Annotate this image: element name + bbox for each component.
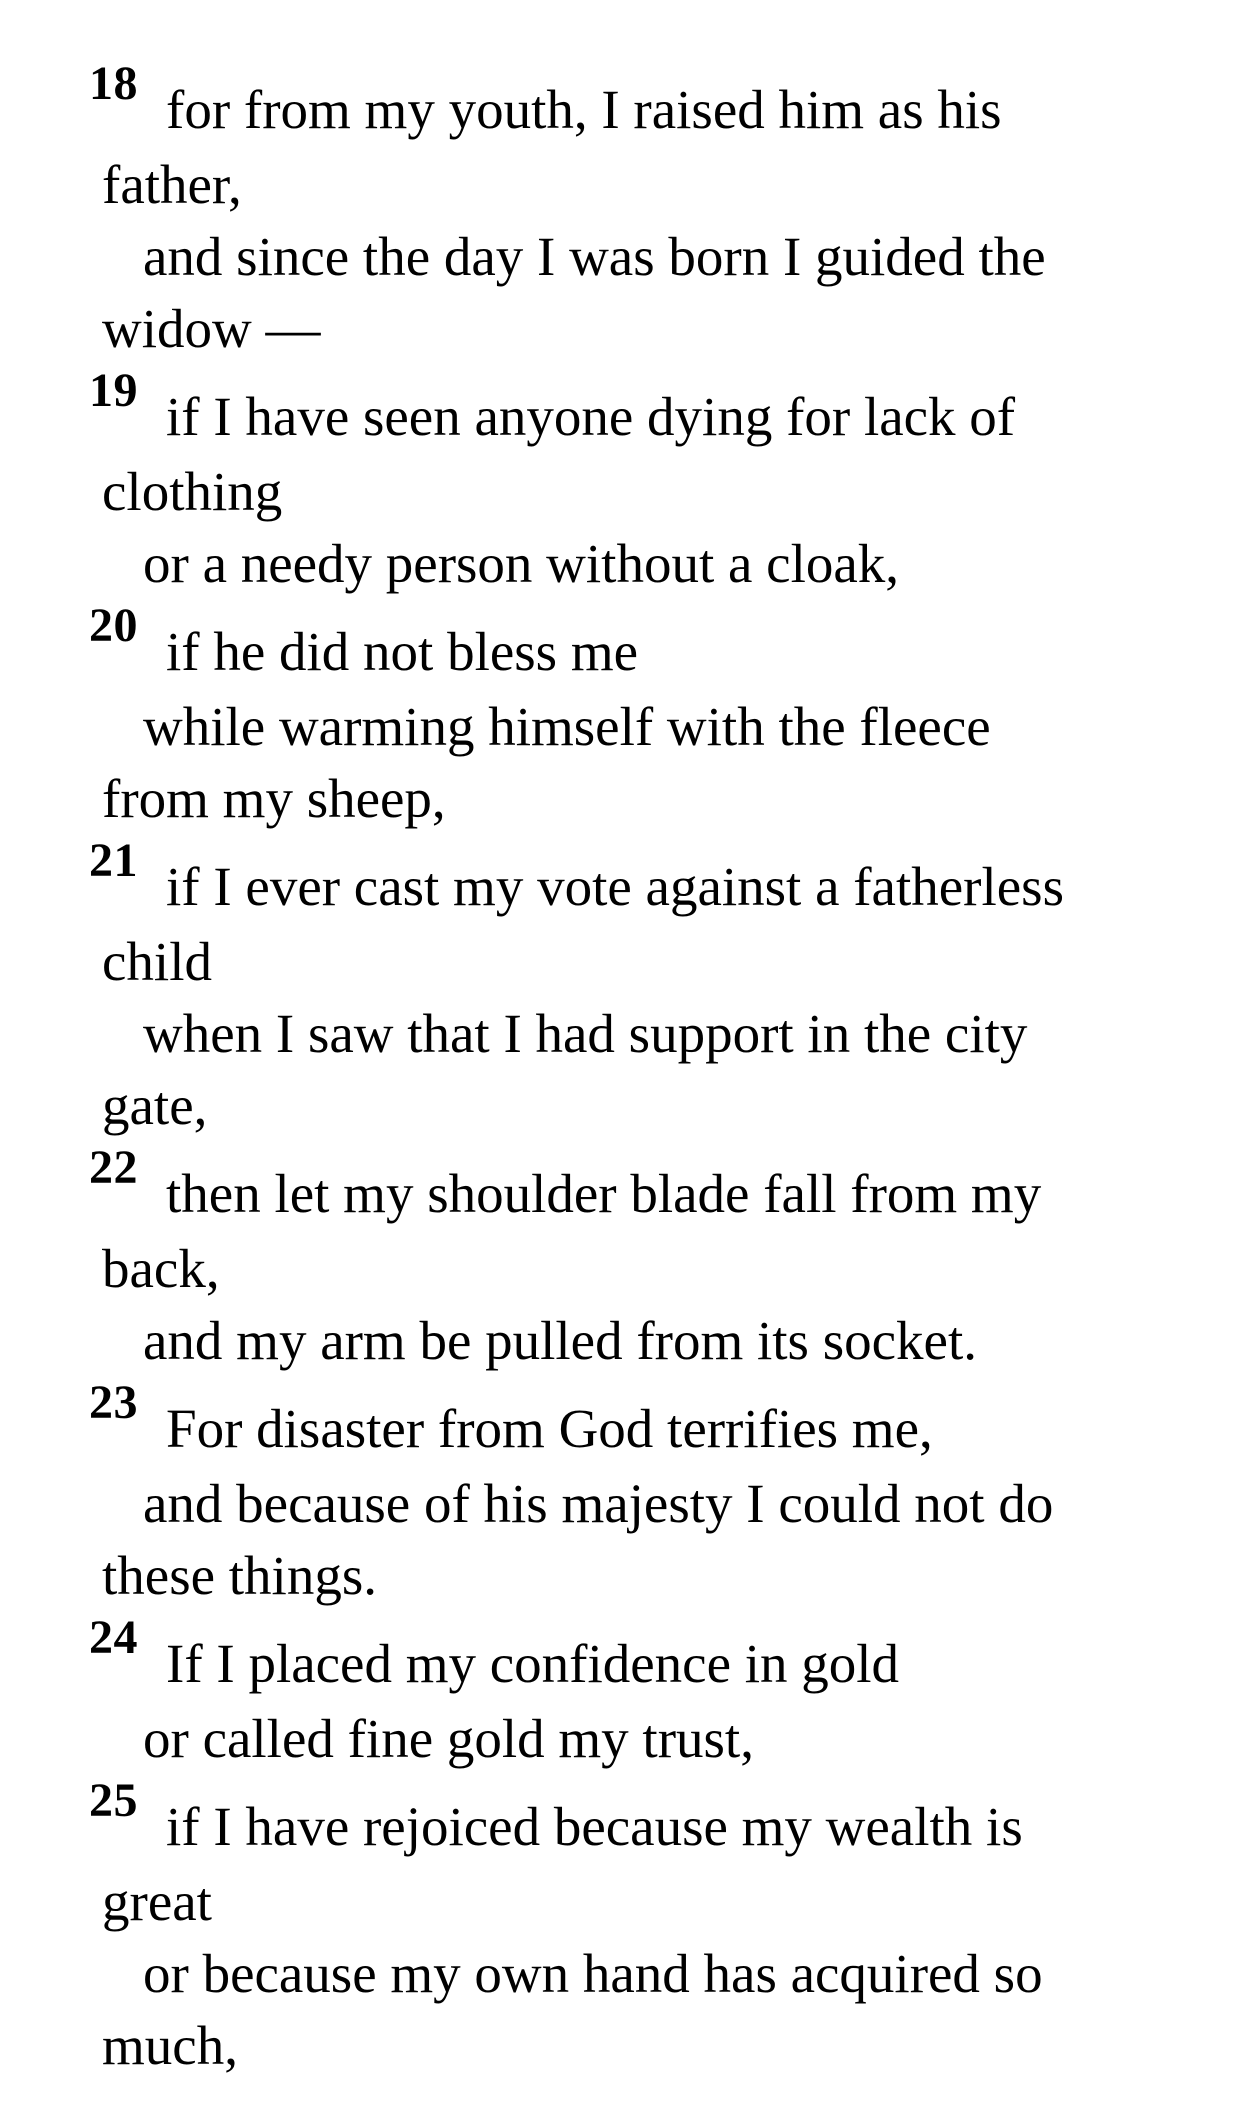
verse-line	[89, 1141, 1202, 1233]
verse	[89, 364, 1202, 600]
verse-line	[100, 1540, 1202, 1612]
verse-line	[100, 456, 1202, 528]
verse-line	[100, 998, 1202, 1070]
verse-line	[100, 149, 1202, 221]
verse	[89, 1611, 1202, 1775]
verse-line-text: these things.	[102, 1545, 377, 1606]
verse-line-text: from my sheep,	[102, 768, 446, 829]
verse-line-text: father,	[102, 154, 242, 215]
verse-line	[100, 221, 1202, 293]
verse-line-text: if I have rejoiced because my wealth is	[166, 1796, 1023, 1857]
verse-line-text: for from my youth, I raised him as his	[166, 79, 1002, 140]
verse-line-text: or called fine gold my trust,	[143, 1708, 754, 1769]
verse-line-text: much,	[102, 2015, 238, 2076]
verse-line-text: If I placed my confidence in gold	[166, 1633, 900, 1694]
verse	[89, 834, 1202, 1142]
verse-line	[89, 1376, 1202, 1468]
verse	[89, 1376, 1202, 1612]
verse-line-text: back,	[102, 1238, 220, 1299]
verse-number: 24	[89, 1611, 138, 1664]
verse-number: 18	[89, 57, 138, 110]
verse-line	[100, 1703, 1202, 1775]
verse-line	[100, 763, 1202, 835]
verse-number: 21	[89, 834, 138, 887]
verse-line	[100, 1938, 1202, 2010]
verse-line	[100, 1305, 1202, 1377]
verse-line-text: if I have seen anyone dying for lack of	[166, 386, 1016, 447]
verse-line-text: if he did not bless me	[166, 621, 639, 682]
verse-line	[100, 2010, 1202, 2082]
verse-number: 19	[89, 364, 138, 417]
verse-line-text: and my arm be pulled from its socket.	[143, 1310, 977, 1371]
verse-line-text: For disaster from God terrifies me,	[166, 1398, 933, 1459]
verse-line	[100, 926, 1202, 998]
verse	[89, 57, 1202, 365]
verse-number: 23	[89, 1376, 138, 1429]
verse-line-text: gate,	[102, 1075, 208, 1136]
verse-line	[100, 528, 1202, 600]
verse-line	[89, 1611, 1202, 1703]
verse-line-text: then let my shoulder blade fall from my	[166, 1163, 1042, 1224]
verse-line-text: or a needy person without a cloak,	[143, 533, 900, 594]
verse-line	[89, 364, 1202, 456]
verse-line-text: child	[102, 931, 212, 992]
verse-line-text: while warming himself with the fleece	[143, 696, 991, 757]
verse-line	[100, 1070, 1202, 1142]
verse	[89, 1774, 1202, 2082]
verse-line	[89, 1774, 1202, 1866]
verse-line	[100, 691, 1202, 763]
verse-number: 20	[89, 599, 138, 652]
verse-number: 22	[89, 1141, 138, 1194]
verse-line-text: and since the day I was born I guided the	[143, 226, 1046, 287]
verse-line-text: or because my own hand has acquired so	[143, 1943, 1043, 2004]
verse-number: 25	[89, 1774, 138, 1827]
verse-line-text: and because of his majesty I could not do	[143, 1473, 1054, 1534]
verse-line	[100, 1866, 1202, 1938]
verse-line	[89, 599, 1202, 691]
verse-line-text: clothing	[102, 461, 283, 522]
verse-line-text: if I ever cast my vote against a fatherless	[166, 856, 1064, 917]
verse-line-text: widow —	[102, 298, 321, 359]
verse-line	[89, 57, 1202, 149]
verse-line	[100, 293, 1202, 365]
verse	[89, 599, 1202, 835]
verse-line	[89, 834, 1202, 926]
verse-line-text: when I saw that I had support in the city	[143, 1003, 1028, 1064]
verse-line	[100, 1233, 1202, 1305]
verse	[89, 1141, 1202, 1377]
verse-line-text: great	[102, 1871, 212, 1932]
verse-line	[100, 1468, 1202, 1540]
